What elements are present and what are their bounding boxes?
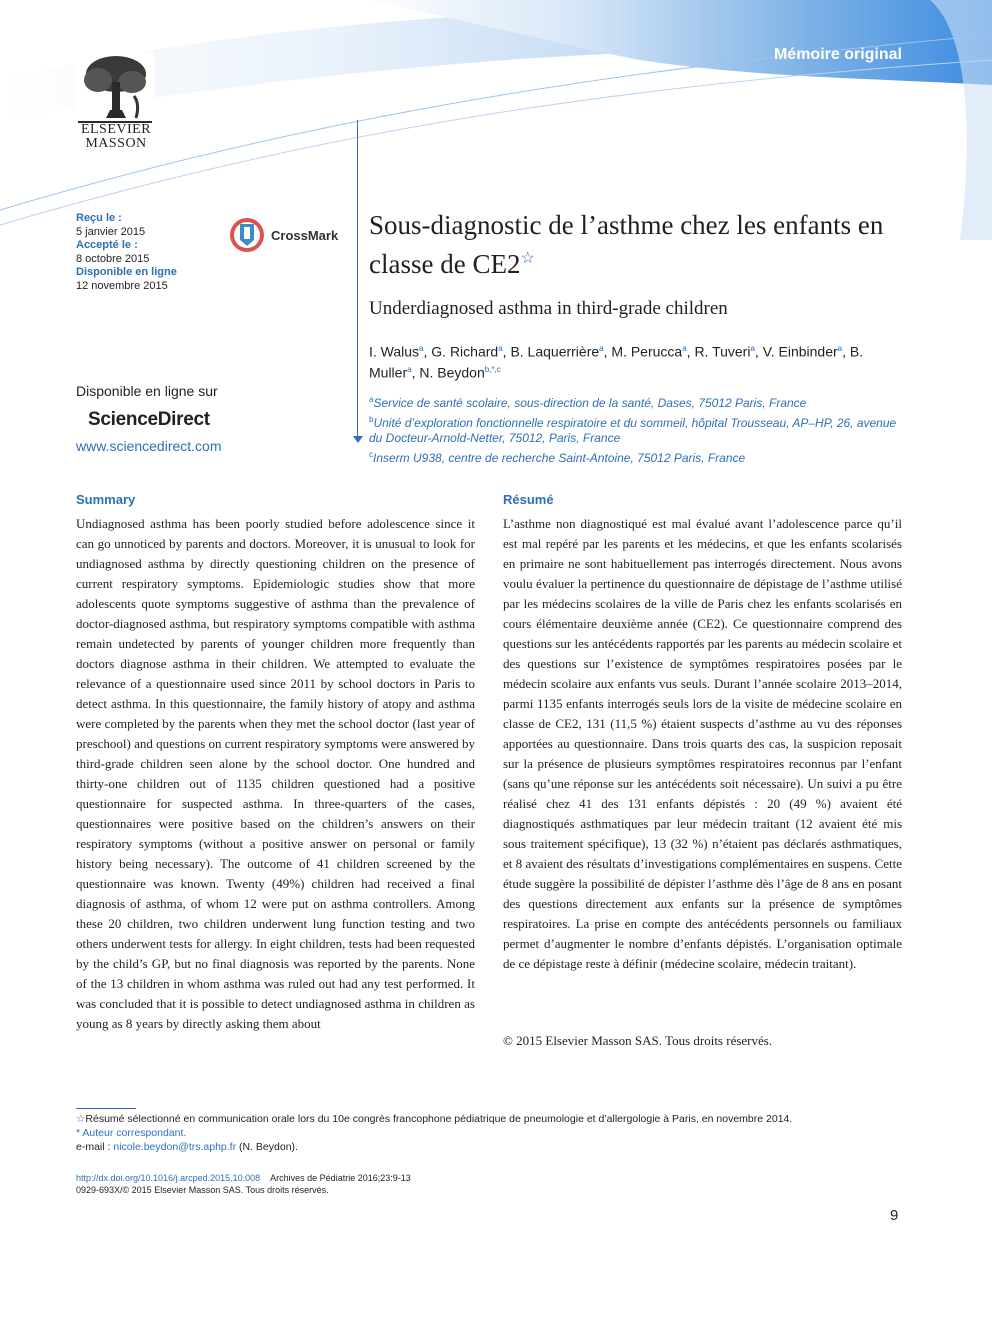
footnote-star: [76, 1112, 906, 1126]
author-separator: ,: [754, 343, 763, 360]
article-dates: [76, 212, 177, 293]
author-affiliation-mark: a: [837, 344, 843, 353]
affiliation-mark: c: [369, 449, 373, 459]
footnote-corresponding: * Auteur correspondant.: [76, 1127, 187, 1139]
author-separator: ,: [842, 343, 850, 360]
title-text: Sous-diagnostic de l’asthme chez les enfants en classe de CE2: [369, 210, 884, 279]
footnote-star-mark: ☆: [76, 1113, 86, 1125]
author-name: B. Laquerrière: [510, 343, 600, 360]
crossmark-badge[interactable]: [228, 216, 338, 254]
email-label: e-mail :: [76, 1141, 111, 1153]
accepted-label: Accepté le :: [76, 239, 138, 251]
summary-body: Undiagnosed asthma has been poorly studied before adolescence since it can go unnoticed by parents and doctors. Moreover, it is unusual to look for undiagnosed asthma by directly questioning children on the presence of current respiratory symptoms. Epidemiologic studies show that more adolescents quote symptoms suggestive of asthma than the prevalence of doctor-diagnosed asthma, but respiratory symptoms compatible with asthma remain undetected by parents of younger children more frequently than doctors diagnose asthma in their children. We attempted to evaluate the relevance of a questionnaire used since 2011 by school doctors in Paris to detect asthma. In this questionnaire, the family history of atopy and asthma were completed by the parents when they met the school doctor (last year of preschool) and questions on current respiratory symptoms were answered by third-grade children seen alone by the school doctor. One hundred and thirty-one children out of 1135 children questioned had a positive questionnaire for suspected asthma. In three-quarters of the cases, questionnaires were positive based on the children’s answers on their respiratory symptoms (without a positive answer on personal or family history being necessary). The outcome of 41 children screened by the questionnaire was known. Twenty (49%) children had received a final diagnosis of asthma, of whom 12 were put on asthma controllers. Among these 20 children, two children underwent lung function testing and two others underwent tests for allergy. In eight children, tests had been requested by the child’s GP, but no final diagnosis was reported by the parents. None of the 13 children in whom asthma was ruled out had any test performed. It was concluded that it is possible to detect undiagnosed asthma in children as young as 8 years by directly asking them about: [76, 516, 475, 1031]
author-affiliation-mark: a: [419, 344, 424, 353]
available-online-label: Disponible en ligne sur: [76, 383, 218, 399]
received-date: 5 janvier 2015: [76, 225, 146, 238]
online-date: 12 novembre 2015: [76, 279, 168, 292]
article-title: [369, 208, 909, 281]
logo-line-masson: MASSON: [85, 136, 147, 151]
sciencedirect-logo: ScienceDirect: [88, 409, 210, 430]
resume-heading: Résumé: [503, 492, 554, 507]
affiliation-item: [369, 392, 909, 412]
affiliation-mark: b: [369, 414, 374, 424]
author-affiliation-mark: a: [750, 344, 755, 353]
elsevier-tree-logo: [76, 52, 154, 128]
title-star-mark: ☆: [520, 250, 535, 267]
author-separator: ,: [502, 343, 511, 360]
email-name: (N. Beydon).: [239, 1141, 298, 1153]
crossmark-label: CrossMark: [271, 227, 339, 243]
resume-body: L’asthme non diagnostiqué est mal évalué avant l’adolescence parce qu’il est mal repéré par les parents et les médecins, et que les enfants scolarisés en primaire ne sont habituellement pas interrogés directement. Nous avons voulu évaluer la pertinence du questionnaire de dépistage de l’asthme utilisé par les médecins scolaires de la ville de Paris chez les enfants scolarisés en cours élémentaire deuxième année (CE2). Ce questionnaire comprend des questions sur les antécédents rapportés par les parents au médecin scolaire et des questions sur l’existence de symptômes respiratoires posées par le médecin scolaire aux enfants vus seuls. Durant l’année scolaire 2013–2014, parmi 1135 enfants interrogés seuls lors de la visite de médecine scolaire en classe de CE2, 131 (11,5 %) étaient suspects d’asthme au vu des réponses apportées au questionnaire. Dans trois quarts des cas, la suspicion reposait sur la présence de plusieurs symptômes respiratoires reconnus par l’enfant (sans qu’une réponse sur les antécédents soit nécessaire). Un suivi a pu être réalisé chez 41 des 131 enfants dépistés : 20 (49 %) avaient été diagnostiqués asthmatiques par leur médecin traitant (12 avaient été mis sous traitement spécifique), 13 (32 %) n’étaient pas déclarés asthmatiques, et 8 avaient des résultats d’investigations complémentaires en suspens. Cette étude suggère la possibilité de dépister l’asthme dès l’âge de 8 ans en posant des questions directement aux enfants sur la présence de symptômes respiratoires. La prise en compte des antécédents personnels ou familiaux permet d’augmenter le nombre d’enfants dépistés. L’organisation optimale de ce dépistage reste à définir (médecine scolaire, médecin traitant).: [503, 516, 902, 971]
accepted-date: 8 octobre 2015: [76, 252, 150, 265]
journal-citation: Archives de Pédiatrie 2016;23:9-13: [270, 1173, 411, 1183]
footnote-star-text: Résumé sélectionné en communication orale lors du 10e congrès francophone pédiatrique de pneumologie et d’allergologie à Paris, en novembre 2014.: [85, 1113, 793, 1125]
email-link[interactable]: nicole.beydon@trs.aphp.fr: [113, 1141, 237, 1153]
issn-line: 0929-693X/© 2015 Elsevier Masson SAS. Tous droits réservés.: [76, 1185, 329, 1195]
affiliation-text: Unité d’exploration fonctionnelle respiratoire et du sommeil, hôpital Trousseau, AP–HP, 26, avenue du Docteur-Arnold-Netter, 75012, Paris, France: [369, 415, 897, 445]
author-name: R. Tuveri: [694, 343, 751, 360]
affiliation-item: [369, 447, 909, 467]
affiliation-mark: a: [369, 395, 374, 404]
author-separator: ,: [423, 343, 432, 360]
author-affiliation-mark: a: [498, 344, 503, 353]
citation-info: [76, 1172, 411, 1196]
affiliation-text: Service de santé scolaire, sous-direction de la santé, Dases, 75012 Paris, France: [373, 396, 807, 410]
online-label: Disponible en ligne: [76, 266, 177, 278]
section-tag: Mémoire original: [773, 46, 902, 63]
author-affiliation-mark: a: [682, 344, 687, 353]
copyright-notice: © 2015 Elsevier Masson SAS. Tous droits réservés.: [503, 1033, 773, 1048]
author-affiliation-mark: b,*,c: [484, 364, 501, 374]
author-separator: ,: [686, 343, 695, 360]
affiliation-list: [369, 392, 909, 466]
author-name: G. Richard: [431, 343, 499, 360]
crossmark-icon: [228, 216, 266, 254]
author-name: M. Perucca: [611, 343, 683, 360]
footnote-email: [76, 1140, 906, 1154]
affiliation-text: Inserm U938, centre de recherche Saint-Antoine, 75012 Paris, France: [373, 450, 746, 465]
affiliation-item: [369, 412, 909, 447]
doi-link[interactable]: http://dx.doi.org/10.1016/j.arcped.2015.10.008: [76, 1173, 261, 1183]
divider-line: [357, 120, 358, 438]
footnote-rule: [76, 1108, 136, 1109]
author-affiliation-mark: a: [407, 364, 412, 374]
summary-heading: Summary: [76, 492, 136, 507]
elsevier-wordmark: [76, 123, 156, 151]
author-separator: ,: [411, 364, 420, 381]
page-number: 9: [890, 1207, 899, 1224]
author-name: N. Beydon: [419, 364, 485, 381]
author-name: V. Einbinder: [762, 343, 838, 360]
footnotes: [76, 1112, 906, 1154]
author-name: I. Walus: [369, 343, 420, 360]
author-affiliation-mark: a: [599, 344, 604, 353]
arrow-down-icon: [353, 436, 363, 443]
sciencedirect-link[interactable]: www.sciencedirect.com: [76, 438, 222, 454]
logo-line-elsevier: ELSEVIER: [80, 122, 152, 137]
article-subtitle: Underdiagnosed asthma in third-grade children: [369, 298, 728, 319]
author-list: [369, 340, 909, 381]
author-name: B. Muller: [369, 343, 864, 381]
received-label: Reçu le :: [76, 212, 122, 224]
author-separator: ,: [603, 343, 612, 360]
